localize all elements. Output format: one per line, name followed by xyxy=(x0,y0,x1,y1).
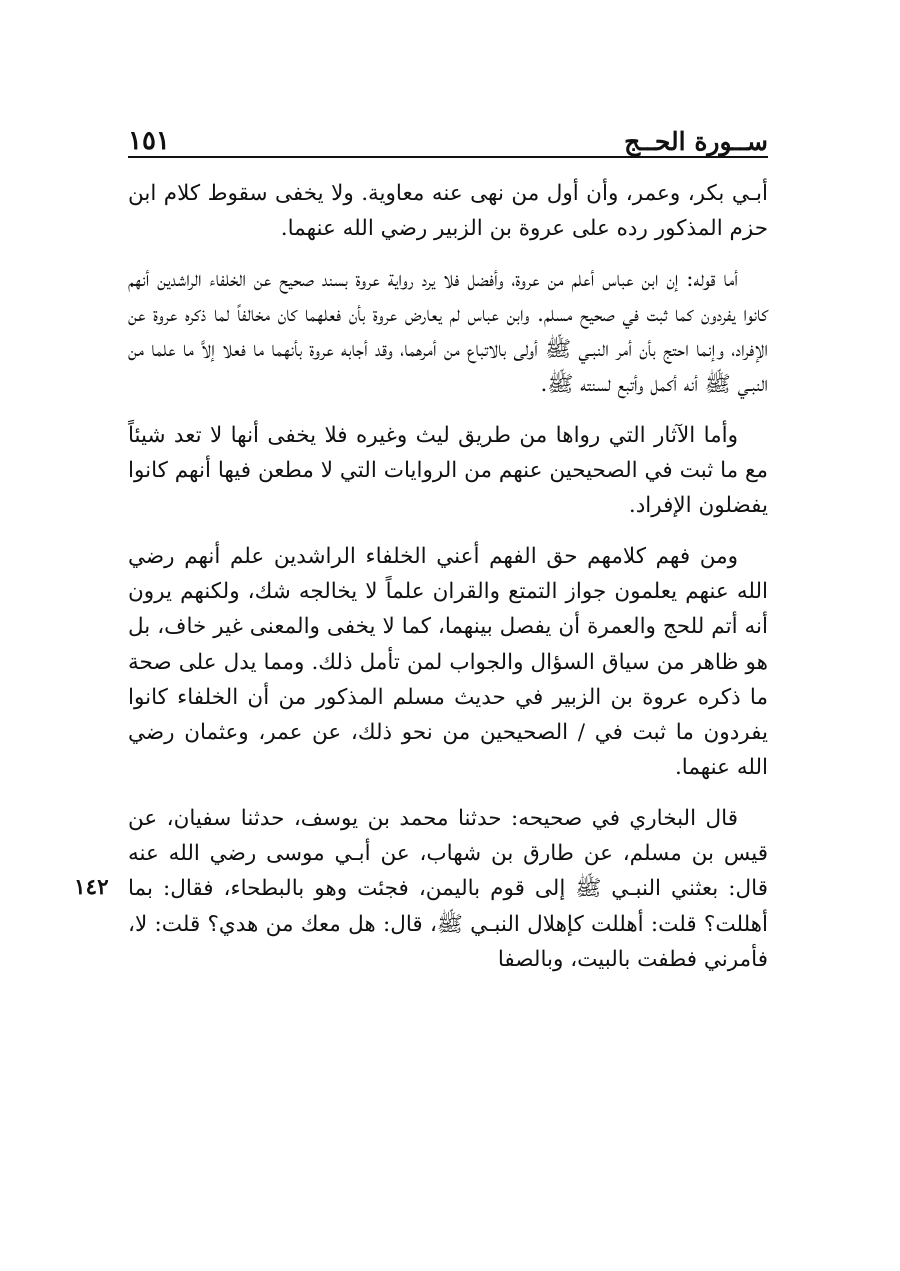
paragraph: أبـي بكر، وعمر، وأن أول من نهى عنه معاوية. ولا يخفى سقوط كلام ابن حزم المذكور رده على عروة بن الزبير رضي الله عنهما. xyxy=(128,181,768,242)
body-text xyxy=(128,176,768,992)
margin-page-reference: ١٤٢ xyxy=(74,875,109,900)
header-rule xyxy=(128,156,768,158)
page-header xyxy=(128,112,768,154)
paragraph: ومن فهم كلامهم حق الفهم أعني الخلفاء الراشدين علم أنهم رضي الله عنهم يعلمون جواز التمتع والقران علماً لا يخالجه شك، ولكنهم يرون أنه أتم للحج والعمرة أن يفصل بينهما، كما لا يخفى والمعنى غير خاف، بل هو ظاهر من سياق السؤال والجواب لمن تأمل ذلك. ومما يدل على صحة ما ذكره عروة بن الزبير في حديث مسلم المذكور من أن الخلفاء كانوا يفردون ما ثبت في / الصحيحين من نحو ذلك، عن عمر، وعثمان رضي الله عنهما. xyxy=(128,543,768,781)
paragraph: قال البخاري في صحيحه: حدثنا محمد بن يوسف، حدثنا سفيان، عن قيس بن مسلم، عن طارق بن شهاب، عن أبـي موسى رضي الله عنه قال: بعثني النبـي ﷺ إلى قوم باليمن، فجئت وهو بالبطحاء، فقال: بما أهللت؟ قلت: أهللت كإهلال النبـي ﷺ، قال: هل معك من هدي؟ قلت: لا، فأمرني فطفت بالبيت، وبالصفا xyxy=(128,805,768,972)
paragraph: وأما الآثار التي رواها من طريق ليث وغيره فلا يخفى أنها لا تعد شيئاً مع ما ثبت في الصحيحين عنهم من الروايات التي لا مطعن فيها أنهم كانوا يفضلون الإفراد. xyxy=(128,422,768,519)
surah-title: ســورة الحــج xyxy=(624,127,768,156)
paragraph: أما قوله: إن ابن عباس أعلم من عروة، وأفضل فلا يرد رواية عروة بسند صحيح عن الخلفاء الراشدين أنهم كانوا يفردون كما ثبت في صحيح مسلم. وابن عباس لم يعارض عروة بأن فعلهما كان مخالفاً لما ذكره عروة عن الإفراد، وإنما احتج بأن أمر النبـي ﷺ أولى بالاتباع من أمرهما، وقد أجابه عروة بأنهما ما فعلا إلاَّ ما علما من النبـي ﷺ أنه أكمل وأتبع لسنته ﷺ. xyxy=(128,266,768,398)
page-number: ١٥١ xyxy=(128,126,170,156)
